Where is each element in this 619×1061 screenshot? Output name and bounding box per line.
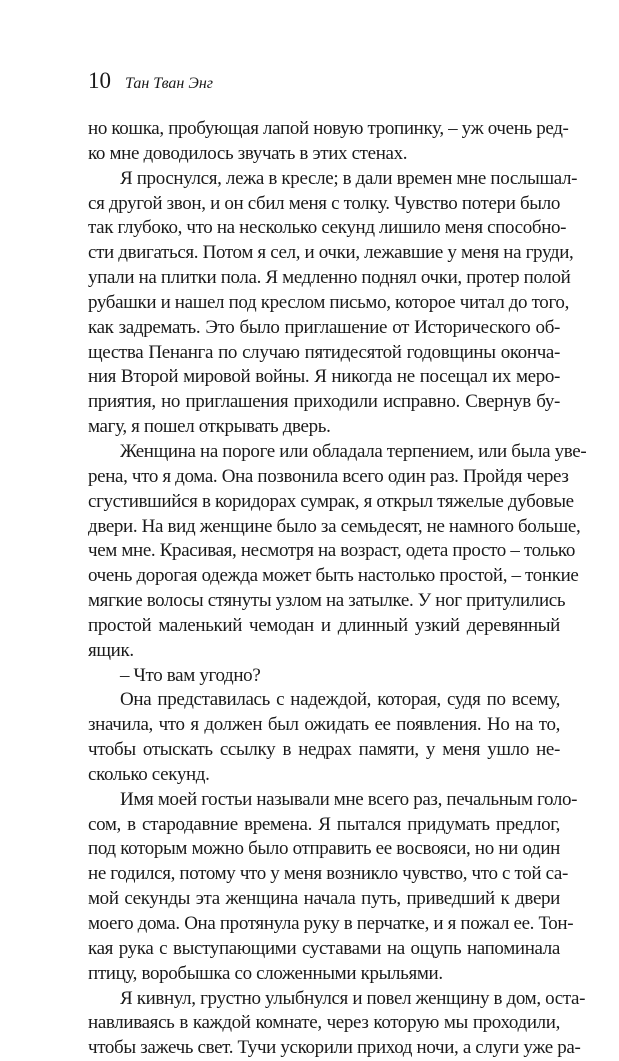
text-line: мягкие волосы стянуты узлом на затылке. У ног притулились <box>88 590 566 612</box>
running-head <box>88 66 213 96</box>
text-line: ящик. <box>88 639 134 661</box>
text-line: Я проснулся, лежа в кресле; в дали времен мне послышал- <box>120 167 578 189</box>
text-line: сгустившийся в коридорах сумрак, я открыл тяжелые дубовые <box>88 490 574 512</box>
text-line: Она представилась с надеждой, которая, судя по всему, <box>120 689 560 711</box>
text-line: моего дома. Она протянула руку в перчатке, и я пожал ее. Тон- <box>88 913 574 934</box>
text-line: мой секунды эта женщина начала путь, приведший к двери <box>88 888 560 910</box>
text-line: упали на плитки пола. Я медленно поднял очки, протер полой <box>88 267 571 289</box>
text-line: магу, я пошел открывать дверь. <box>88 416 331 438</box>
body-text <box>88 117 587 1061</box>
text-line: очень дорогая одежда может быть настолько простой, – тонкие <box>88 565 579 587</box>
text-line: не годился, потому что у меня возникло чувство, что с той са- <box>88 863 568 885</box>
text-line: сколько секунд. <box>88 763 210 785</box>
text-line: птицу, воробышка со сложенными крыльями. <box>88 962 443 984</box>
text-line: сом, в стародавние времена. Я пытался придумать предлог, <box>88 813 560 835</box>
text-line: – Что вам угодно? <box>120 664 261 686</box>
text-line: сти двигаться. Потом я сел, и очки, лежавшие у меня на груди, <box>88 242 574 264</box>
text-line: Женщина на пороге или обладала терпением, или была уве- <box>120 440 587 462</box>
text-line: как задремать. Это было приглашение от Исторического об- <box>88 316 560 338</box>
text-line: ния Второй мировой войны. Я никогда не посещал их меро- <box>88 366 560 388</box>
running-author: Тан Тван Энг <box>125 75 214 92</box>
text-line: рена, что я дома. Она позвонила всего один раз. Пройдя через <box>88 465 569 487</box>
text-line: но кошка, пробующая лапой новую тропинку, – уж очень ред- <box>88 118 569 139</box>
text-line: так глубоко, что на несколько секунд лишило меня способно- <box>88 217 567 239</box>
text-line: ко мне доводилось звучать в этих стенах. <box>88 142 408 164</box>
text-line: чем мне. Красивая, несмотря на возраст, одета просто – только <box>88 540 575 562</box>
text-line: чтобы зажечь свет. Тучи ускорили приход ночи, а слуги уже ра- <box>88 1037 581 1059</box>
text-line: рубашки и нашел под креслом письмо, которое читал до того, <box>88 291 569 313</box>
text-line: простой маленький чемодан и длинный узкий деревянный <box>88 614 560 636</box>
text-line: Я кивнул, грустно улыбнулся и повел женщину в дом, оста- <box>120 987 586 1009</box>
text-line: под которым можно было отправить ее восвояси, но ни один <box>88 838 560 860</box>
text-line: щества Пенанга по случаю пятидесятой годовщины оконча- <box>88 341 560 363</box>
text-line: приятия, но приглашения приходили исправно. Свернув бу- <box>88 391 560 413</box>
page-number: 10 <box>88 68 111 93</box>
text-line: Имя моей гостьи называли мне всего раз, печальным голо- <box>120 788 578 810</box>
text-line: двери. На вид женщине было за семьдесят, не намного больше, <box>88 515 581 537</box>
text-line: ся другой звон, и он сбил меня с толку. Чувство потери было <box>88 192 560 214</box>
text-line: чтобы отыскать ссылку в недрах памяти, у меня ушло не- <box>88 739 560 761</box>
text-line: кая рука с выступающими суставами на ощупь напоминала <box>88 937 560 959</box>
text-line: навливаясь в каждой комнате, через которую мы проходили, <box>88 1012 560 1034</box>
text-line: значила, что я должен был ожидать ее появления. Но на то, <box>88 714 560 736</box>
